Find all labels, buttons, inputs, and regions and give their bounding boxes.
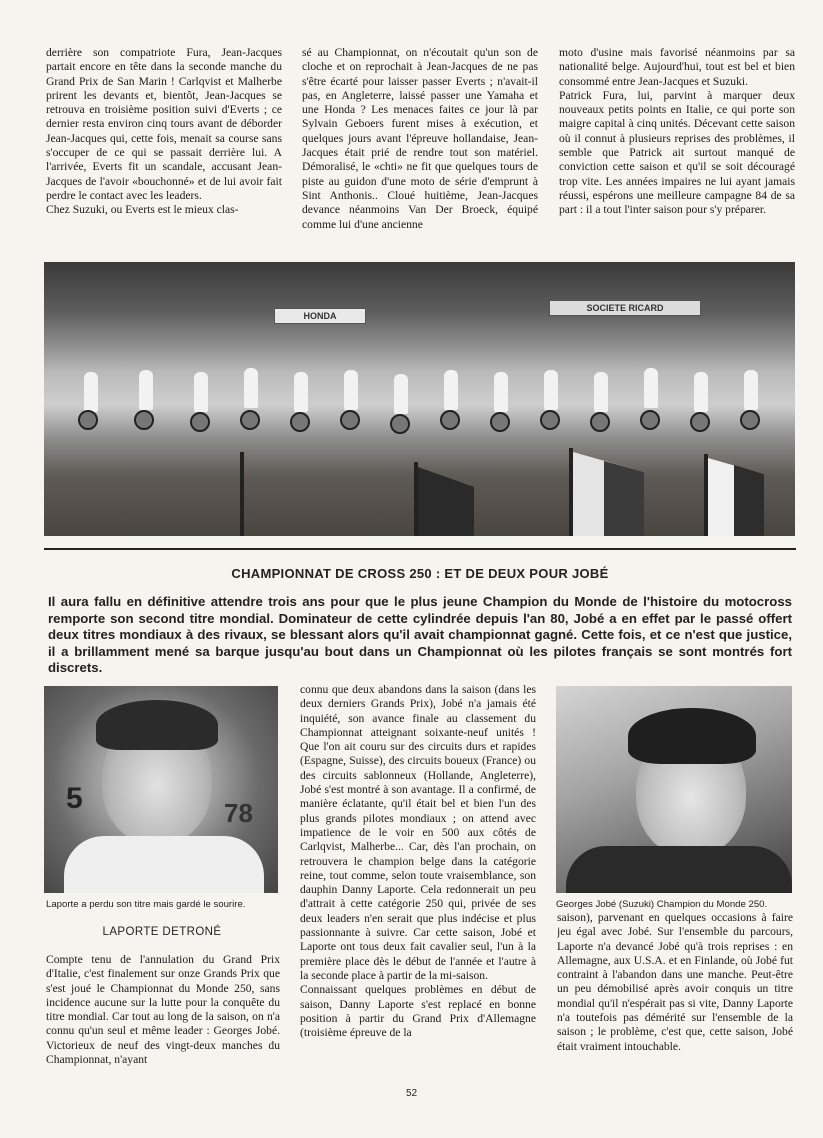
jobe-photo <box>556 686 792 893</box>
article-lead: Il aura fallu en définitive attendre trois ans pour que le plus jeune Champion du Monde de l'histoire du motocross remporte son second titre mondial. Dominateur de cette cylindrée depuis l'an 80, Jobé a en effet par le passé offert deux titres mondiaux à des rivaux, se blessant alors qu'il avait championnat gagné. Cette fois, et ce n'est que justice, il a brillamment mené sa barque jusqu'au bout dans un Championnat où les pilotes français se sont montrés fort discrets. <box>48 594 792 676</box>
bib-number-left: 5 <box>66 782 83 815</box>
page-number: 52 <box>405 1088 418 1099</box>
jobe-caption: Georges Jobé (Suzuki) Champion du Monde 250. <box>556 899 768 910</box>
laporte-caption: Laporte a perdu son titre mais gardé le sourire. <box>46 899 246 910</box>
jobe-jacket <box>566 846 792 893</box>
ricard-banner: SOCIETE RICARD <box>549 300 701 316</box>
top-column-1: derrière son compatriote Fura, Jean-Jacques partait encore en tête dans la seconde manche du Grand Prix de San Marin ! Carlqvist et Malherbe prirent les devants et, bientôt, Jean-Jacques se retrouva en troisième position suivi d'Everts ; ce dernier resta environ cinq tours avant de déborder Jean-Jacques qui, cette fois, menait sa course sans s'occuper de ce qui se passait derrière lui. A l'arrivée, Everts fit un scandale, accusant Jean-Jacques de l'avoir «bouchonné» et de lui avoir fait perdre le contact avec les leaders. Chez Suzuki, ou Everts est le mieux clas- <box>46 46 282 217</box>
jobe-hair <box>628 708 756 764</box>
laporte-hair <box>96 700 218 750</box>
bottom-column-2: connu que deux abandons dans la saison (dans les deux derniers Grands Prix), Jobé n'a jamais été inquiété, son avance finale au classement du Championnat atteignant soixante-neuf unités ! Que l'on ait couru sur des circuits durs et rapides (Espagne, Suisse), des circuits boueux (France) ou des circuits sablonneux (Hollande, Angleterre), Jobé s'est montré à son avantage. Il a confirmé, de manière éclatante, qu'il était bel et bien l'un des plus grands pilotes mondiaux ; on attend avec impatience de le voir en 500 aux côtés de Carlqvist, Malherbe... Car, dès l'an prochain, on retrouvera le champion belge dans la catégorie reine, tout comme, selon toute vraisemblance, son dauphin Danny Laporte. Cela redonnerait un peu d'attrait à cette catégorie 250 qui, privée de ses deux leaders n'en serait que plus indécise et plus passionnante à suivre. Car cette saison, Jobé et Laporte ont tous deux fait cavalier seul, l'un à la première place dès le début de l'année et l'autre à la seconde place à partir de la mi-saison. Connaissant quelques problèmes en début de saison, Danny Laporte s'est replacé en bonne position à partir du Grand Prix d'Allemagne (troisième épreuve de la <box>300 683 536 1040</box>
honda-banner: HONDA <box>274 308 366 324</box>
flags-foreground <box>44 262 795 536</box>
headline-rule <box>44 548 796 550</box>
race-start-photo <box>44 262 795 536</box>
laporte-jersey <box>64 836 264 893</box>
bottom-column-3: saison), parvenant en quelques occasions à faire jeu égal avec Jobé. Sur l'ensemble du parcours, Laporte n'a devancé Jobé qu'à trois reprises : en Allemagne, aux U.S.A. et en Finlande, où Jobé fut contraint à l'abandon dans une manche. Peut-être un peu démobilisé après avoir conquis un titre mondial qu'il n'espérait pas si vite, Danny Laporte n'a toutefois pas démérité sur l'ensemble de la saison ; le problème, c'est que, cette saison, Jobé était vraiment intouchable. <box>557 911 793 1053</box>
bib-number-right: 78 <box>224 798 253 828</box>
top-column-3: moto d'usine mais favorisé néanmoins par sa nationalité belge. Aujourd'hui, tout est bel et bien consommé entre Jean-Jacques et Suzuki. Patrick Fura, lui, parvint à marquer deux nouveaux petits points en Italie, ce qui porte son maigre capital à cinq unités. Décevant cette saison où il connut à plusieurs reprises des problèmes, il semble que Patrick ait surtout manqué de conviction cette saison et qu'il se soit découragé trop vite. Les années impaires ne lui ayant jamais réussi, espérons une meilleure campagne 84 de sa part : il a tout l'inter saison pour s'y préparer. <box>559 46 795 217</box>
laporte-subhead: LAPORTE DETRONÉ <box>102 926 222 938</box>
top-column-2: sé au Championnat, on n'écoutait qu'un son de cloche et on reprochait à Jean-Jacques de ne pas s'être écarté pour laisser passer Everts ; n'avait-il pas, en Angleterre, laissé passer une Yamaha et une Honda ? Les menaces faites ce jour là par Sylvain Geboers furent mises à exécution, et quelques jours avant l'épreuve hollandaise, Jean-Jacques était prié de rendre tout son matériel. Démoralisé, le «chti» ne fit que quelques tours de piste au guidon d'une moto de série d'emprunt à Sint Anthonis.. Cloué huitième, Jean-Jacques devance néanmoins Van Der Broeck, équipé comme lui d'une ancienne <box>302 46 538 231</box>
bottom-column-1: Compte tenu de l'annulation du Grand Prix d'Italie, c'est finalement sur onze Grands Prix que s'est joué le Championnat du Monde 250, sans incidence aucune sur la lutte pour la conquête du titre mondial. Car tout au long de la saison, on n'a connu qu'un seul et même leader : Georges Jobé. Victorieux de neuf des vingt-deux manches du Championnat, n'ayant <box>46 953 280 1067</box>
laporte-photo <box>44 686 278 893</box>
article-headline: CHAMPIONNAT DE CROSS 250 : ET DE DEUX POUR JOBÉ <box>231 566 609 581</box>
